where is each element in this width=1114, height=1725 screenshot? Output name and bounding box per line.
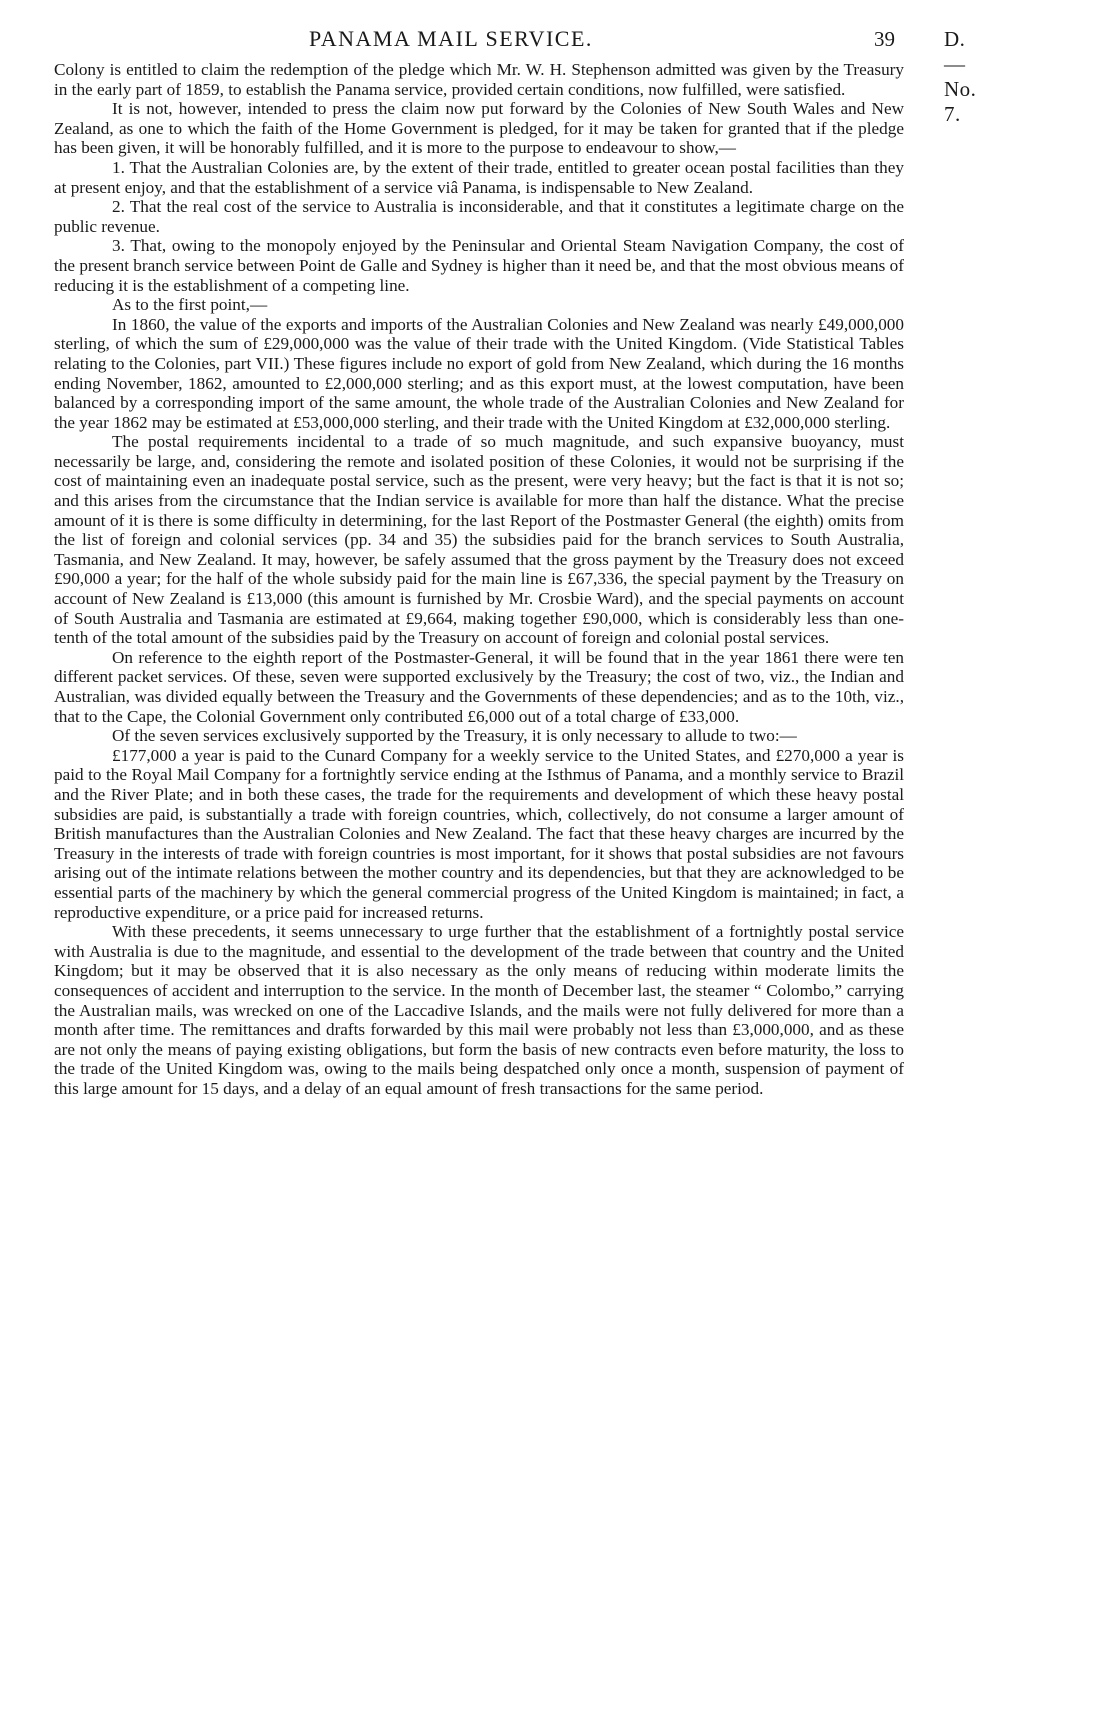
- numbered-point-1: 1. That the Australian Colonies are, by the extent of their trade, entitled to greater ocean postal facilities than they at present enjoy, and that the establishment of a service viâ Panama, is indispensable to New Zealand.: [54, 157, 904, 197]
- paragraph-cunard-royal-mail: £177,000 a year is paid to the Cunard Company for a weekly service to the United States, and £270,000 a year is paid to the Royal Mail Company for a fortnightly service ending at the Isthmus of Panama, and a monthly service to Brazil and the River Plate; and in both these cases, the trade for the requirements and development of which these heavy postal subsidies are paid, is substantially a trade with foreign countries, which, collectively, do not consume a larger amount of British manufactures than the Australian Colonies and New Zealand. The fact that these heavy charges are incurred by the Treasury in the interests of trade with foreign countries is most important, for it shows that postal subsidies are not favours arising out of the intimate relations between the mother country and its dependencies, but that they are acknowledged to be essential parts of the machinery by which the general commercial progress of the United Kingdom is maintained; in fact, a reproductive expenditure, or a price paid for increased returns.: [54, 745, 904, 922]
- paragraph-trade-figures: In 1860, the value of the exports and imports of the Australian Colonies and New Zealand was nearly £49,000,000 sterling, of which the sum of £29,000,000 was the value of their trade with the United Kingdom. (Vide Statistical Tables relating to the Colonies, part VII.) These figures include no export of gold from New Zealand, which during the 16 months ending November, 1862, amounted to £2,000,000 sterling; and as this export must, at the lowest computation, have been balanced by a corresponding import of the same amount, the whole trade of the Australian Colonies and New Zealand for the year 1862 may be estimated at £53,000,000 sterling, and their trade with the United Kingdom at £32,000,000 sterling.: [54, 314, 904, 432]
- body-text: [54, 60, 904, 1098]
- paragraph-postal-requirements: The postal requirements incidental to a trade of so much magnitude, and such expansive buoyancy, must necessarily be large, and, considering the remote and isolated position of these Colonies, it would not be surprising if the cost of maintaining even an inadequate postal service, such as the present, were very heavy; but the fact is that it is not so; and this arises from the circumstance that the Indian service is available for more than half the distance. What the precise amount of it is there is some difficulty in determining, for the last Report of the Postmaster General (the eighth) omits from the list of foreign and colonial services (pp. 34 and 35) the subsidies paid for the branch services to South Australia, Tasmania, and New Zealand. It may, however, be safely assumed that the gross payment by the Treasury does not exceed £90,000 a year; for the half of the whole subsidy paid for the main line is £67,336, the special payment by the Treasury on account of New Zealand is £13,000 (this amount is furnished by Mr. Crosbie Ward), and the special payments on account of South Australia and Tasmania are estimated at £9,664, making together £90,000, which is considerably less than one-tenth of the total amount of the subsidies paid by the Treasury on account of foreign and colonial postal services.: [54, 432, 904, 648]
- paragraph-first-point: As to the first point,—: [112, 295, 268, 315]
- paragraph-packet-services: On reference to the eighth report of the Postmaster-General, it will be found that in the year 1861 there were ten different packet services. Of these, seven were supported exclusively by the Treasury; the cost of two, viz., the Indian and Australian, was divided equally between the Treasury and the Governments of these dependencies; and as to the 10th, viz., that to the Cape, the Colonial Government only contributed £6,000 out of a total charge of £33,000.: [54, 647, 904, 726]
- numbered-point-2: 2. That the real cost of the service to Australia is inconsiderable, and that it constitutes a legitimate charge on the public revenue.: [54, 197, 904, 236]
- numbered-point-3: 3. That, owing to the monopoly enjoyed by the Peninsular and Oriental Steam Navigation Company, the cost of the present branch service between Point de Galle and Sydney is higher than it need be, and that the most obvious means of reducing it is the establishment of a competing line.: [54, 236, 904, 295]
- paragraph-precedents: With these precedents, it seems unnecessary to urge further that the establishment of a fortnightly postal service with Australia is due to the magnitude, and essential to the development of the trade between that country and the United Kingdom; but it may be observed that it is also necessary as the only means of reducing within moderate limits the consequences of accident and interruption to the service. In the month of December last, the steamer “ Colombo,” carrying the Australian mails, was wrecked on one of the Laccadive Islands, and the mails were not fully delivered for more than a month after time. The remittances and drafts forwarded by this mail were probably not less than £3,000,000, and as these are not only the means of paying existing obligations, but form the basis of new contracts even before maturity, the loss to the trade of the United Kingdom was, owing to the mails being despatched only once a month, suspension of payment of this large amount for 15 days, and a delay of an equal amount of fresh transactions for the same period.: [54, 922, 904, 1098]
- paragraph-claim: It is not, however, intended to press the claim now put forward by the Colonies of New South Wales and New Zealand, as one to which the faith of the Home Government is pledged, for it may be taken for granted that if the pledge has been given, it will be honorably fulfilled, and it is more to the purpose to endeavour to show,—: [54, 99, 904, 158]
- page-title: PANAMA MAIL SERVICE.: [309, 26, 593, 51]
- page-number: 39: [874, 27, 895, 51]
- paragraph-pledge-continuation: Colony is entitled to claim the redemption of the pledge which Mr. W. H. Stephenson admitted was given by the Treasury in the early part of 1859, to establish the Panama service, provided certain conditions, now fulfilled, were satisfied.: [54, 60, 904, 99]
- document-reference: D.—No. 7.: [944, 27, 977, 126]
- paragraph-seven-services: Of the seven services exclusively supported by the Treasury, it is only necessary to allude to two:—: [112, 726, 797, 746]
